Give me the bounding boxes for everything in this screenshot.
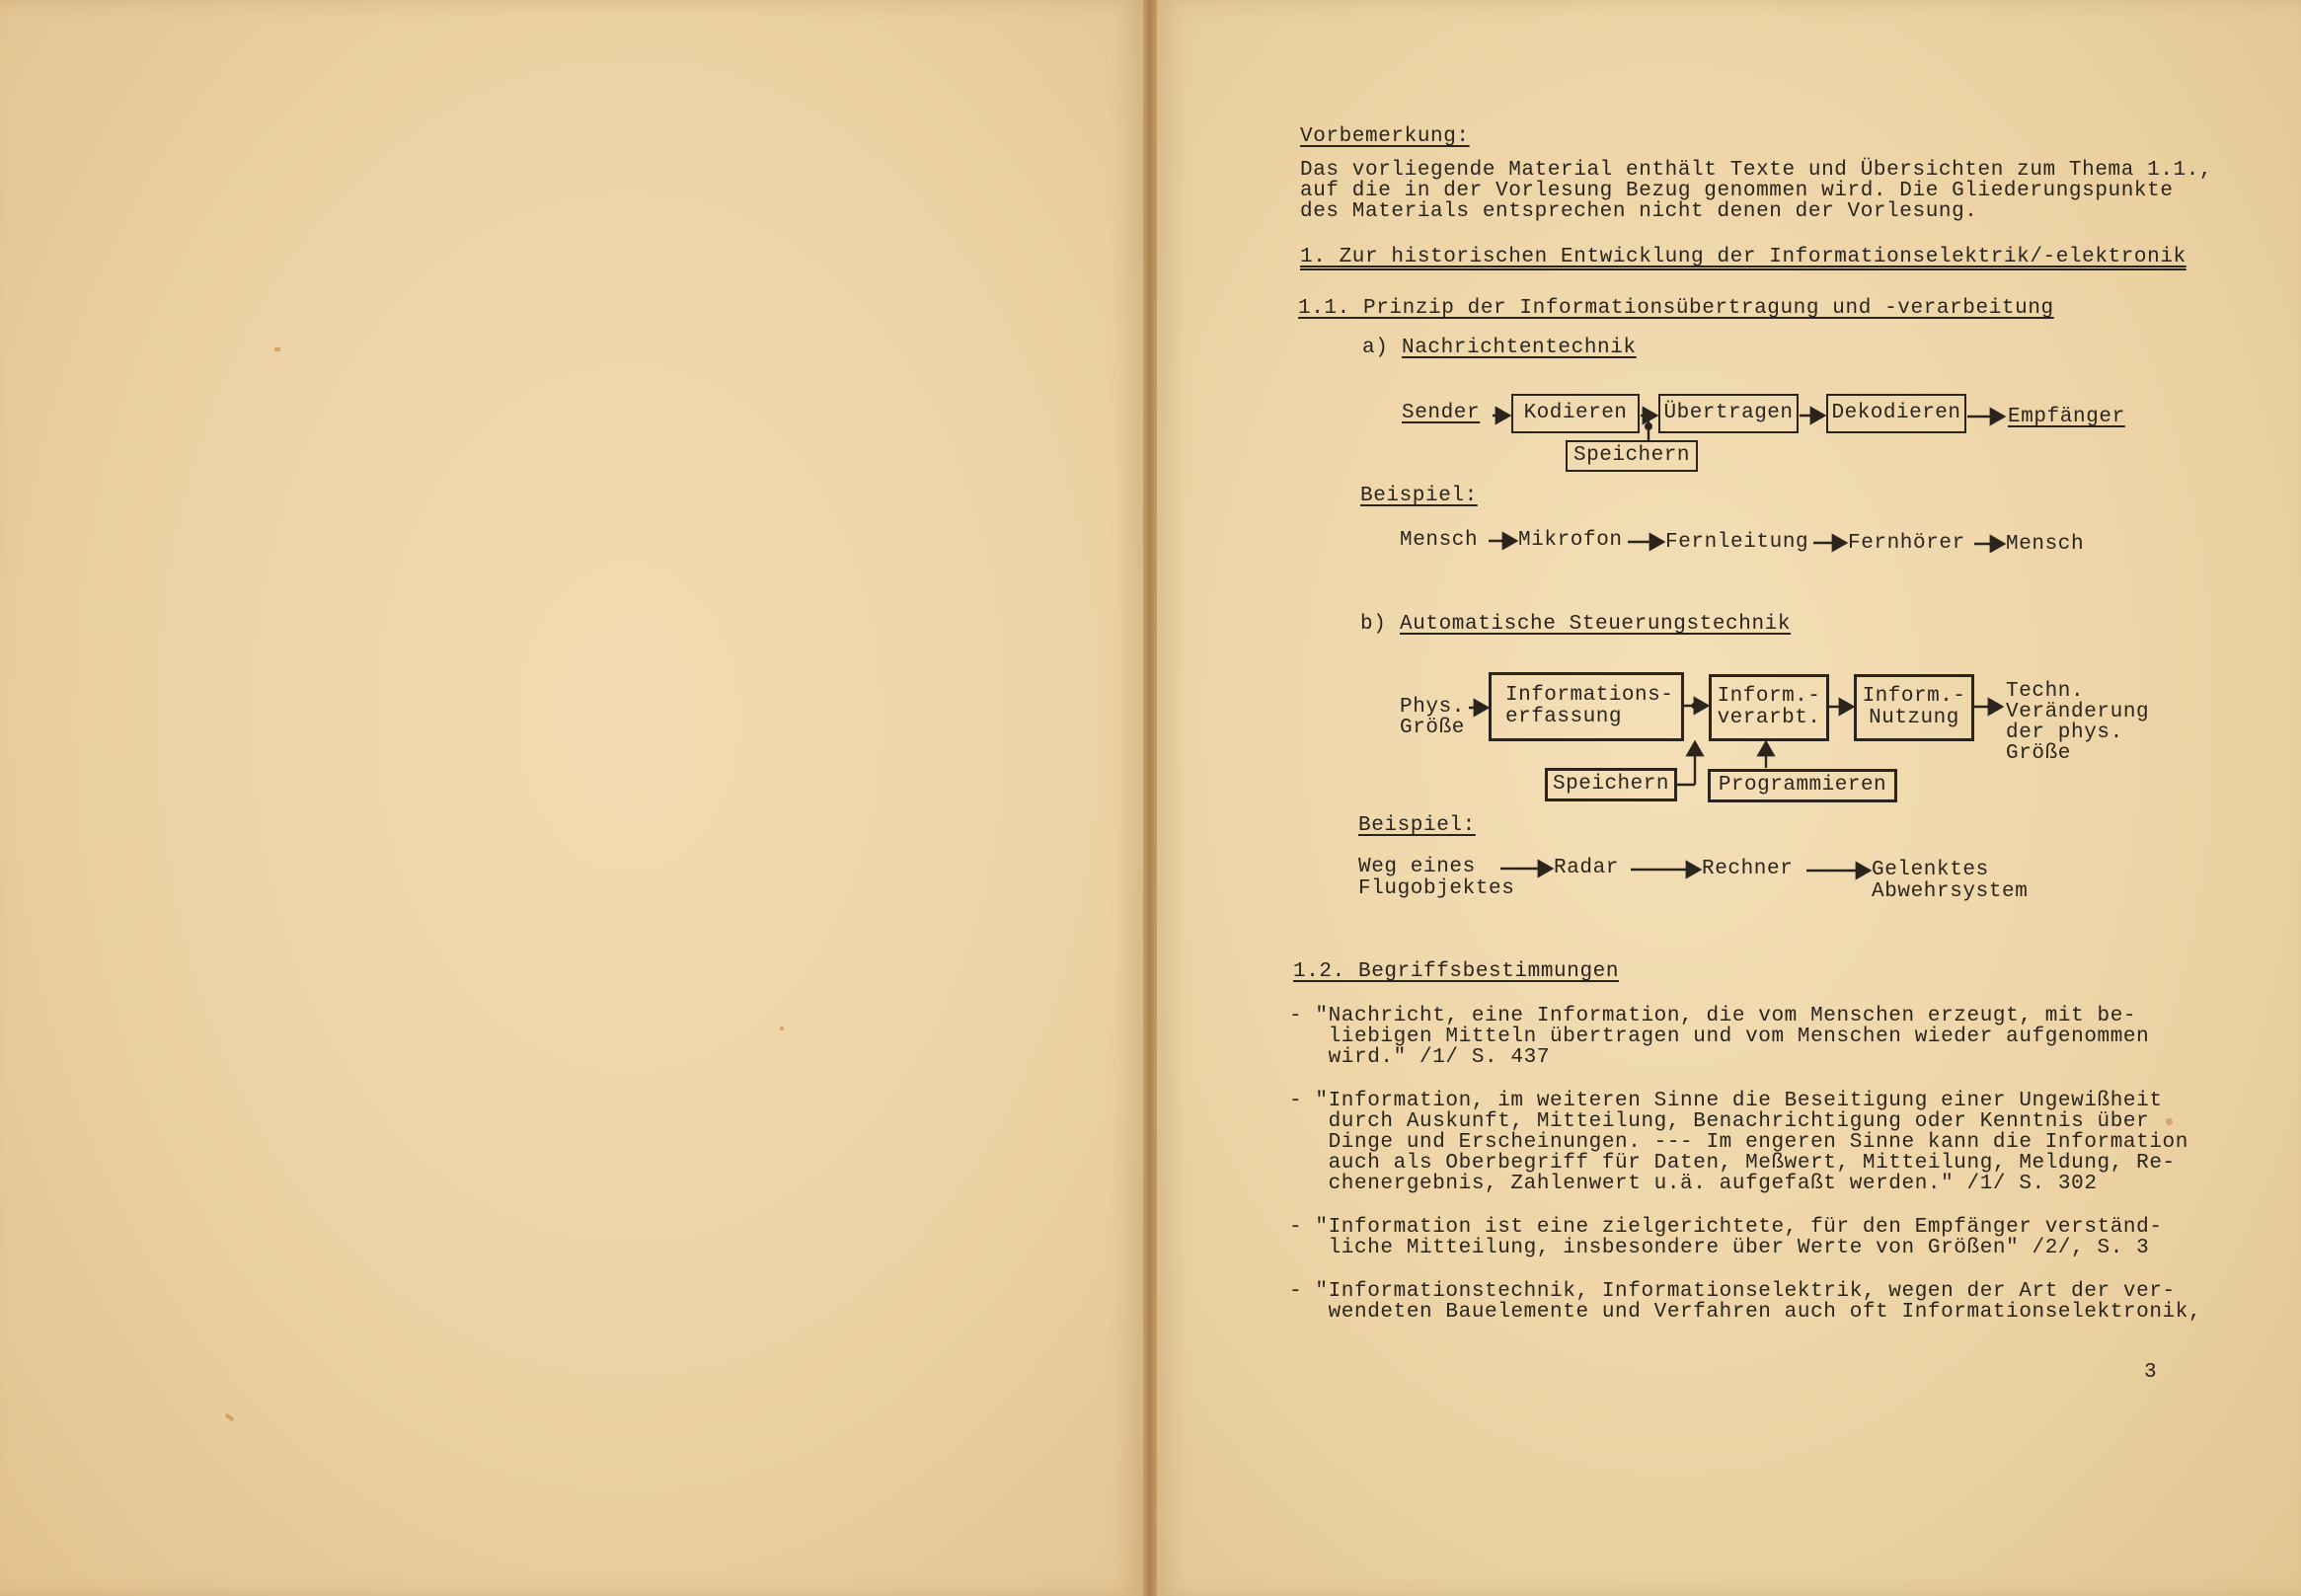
page-number: 3: [2144, 1361, 2158, 1384]
definition-line: wird." /1/ S. 437: [1289, 1046, 1551, 1069]
example-a-item: Mensch: [2006, 533, 2085, 556]
definition-line: - "Information, im weiteren Sinne die Beseitigung einer Ungewißheit: [1289, 1090, 2163, 1112]
chapter-title: 1. Zur historischen Entwicklung der Informationselektrik/-elektronik: [1300, 246, 2186, 268]
example-a-item: Mensch: [1400, 529, 1479, 552]
example-b-item: Weg eines Flugobjektes: [1358, 856, 1515, 900]
section-1-2-title: 1.2. Begriffsbestimmungen: [1293, 960, 1620, 983]
paper-speck: [780, 1026, 784, 1030]
definition-line: - "Informationstechnik, Informationselektrik, wegen der Art der ver-: [1289, 1280, 2176, 1303]
diagram-b-output-line: der phys.: [2006, 722, 2123, 744]
definition-line: liche Mitteilung, insbesondere über Werte von Größen" /2/, S. 3: [1289, 1237, 2150, 1259]
definition-line: liebigen Mitteln übertragen und vom Menschen wieder aufgenommen: [1289, 1026, 2150, 1048]
section-1-1-title: 1.1. Prinzip der Informationsübertragung und -verarbeitung: [1298, 297, 2054, 320]
diagram-a-box-uebertragen: Übertragen: [1658, 394, 1799, 433]
example-a-item: Fernleitung: [1665, 531, 1809, 554]
diagram-b-output-line: Größe: [2006, 742, 2072, 765]
paper-speck: [225, 1413, 235, 1421]
example-a-item: Mikrofon: [1518, 529, 1623, 552]
definition-line: durch Auskunft, Mitteilung, Benachrichtigung oder Kenntnis über: [1289, 1110, 2150, 1133]
diagram-b-input-line: Phys.: [1400, 696, 1466, 719]
diagram-b-box-nutzung: Inform.- Nutzung: [1855, 675, 1973, 740]
preface-line: des Materials entsprechen nicht denen der Vorlesung.: [1300, 200, 1978, 223]
example-b-label: Beispiel:: [1358, 814, 1476, 837]
right-page: [1157, 0, 2301, 1596]
definition-line: wendeten Bauelemente und Verfahren auch oft Informationselektronik,: [1289, 1301, 2202, 1324]
book-gutter: [1143, 0, 1157, 1596]
diagram-a-sender: Sender: [1402, 402, 1481, 424]
diagram-b-box-speichern: Speichern: [1546, 769, 1676, 800]
definition-line: Dinge und Erscheinungen. --- Im engeren Sinne kann die Information: [1289, 1131, 2188, 1154]
subsection-a-marker: a): [1362, 337, 1389, 359]
definition-line: chenergebnis, Zahlenwert u.ä. aufgefaßt werden." /1/ S. 302: [1289, 1173, 2098, 1195]
definition-line: - "Nachricht, eine Information, die vom Menschen erzeugt, mit be-: [1289, 1005, 2137, 1027]
example-a-label: Beispiel:: [1360, 485, 1478, 507]
subsection-a-title: Nachrichtentechnik: [1402, 337, 1637, 359]
diagram-a-receiver: Empfänger: [2008, 406, 2125, 428]
preface-line: auf die in der Vorlesung Bezug genommen wird. Die Gliederungspunkte: [1300, 180, 2174, 202]
diagram-a-box-dekodieren: Dekodieren: [1826, 394, 1966, 433]
diagram-b-output-line: Techn.: [2006, 680, 2085, 703]
diagram-b-output-line: Veränderung: [2006, 701, 2150, 723]
example-b-item: Gelenktes Abwehrsystem: [1872, 859, 2029, 903]
preface-line: Das vorliegende Material enthält Texte und Übersichten zum Thema 1.1.,: [1300, 159, 2213, 182]
diagram-a-box-speichern: Speichern: [1566, 440, 1698, 472]
diagram-a-box-kodieren: Kodieren: [1511, 394, 1640, 433]
example-a-item: Fernhörer: [1848, 532, 1965, 555]
definition-line: auch als Oberbegriff für Daten, Meßwert, Mitteilung, Meldung, Re-: [1289, 1152, 2176, 1175]
example-b-item: Radar: [1554, 857, 1620, 879]
diagram-connectors: [1157, 0, 2301, 1596]
diagram-b-box-programmieren: Programmieren: [1709, 770, 1896, 801]
diagram-b-box-erfassung: Informations- erfassung: [1490, 673, 1683, 740]
subsection-b-marker: b): [1360, 613, 1387, 636]
preface-heading: Vorbemerkung:: [1300, 125, 1470, 148]
left-page-blank: [0, 0, 1143, 1596]
diagram-b-box-verarbeitung: Inform.- verarbt.: [1710, 675, 1828, 740]
definition-line: - "Information ist eine zielgerichtete, für den Empfänger verständ-: [1289, 1216, 2163, 1239]
diagram-b-input-line: Größe: [1400, 717, 1466, 739]
subsection-b-title: Automatische Steuerungstechnik: [1400, 613, 1792, 636]
paper-speck: [274, 347, 280, 351]
example-b-item: Rechner: [1702, 858, 1794, 880]
